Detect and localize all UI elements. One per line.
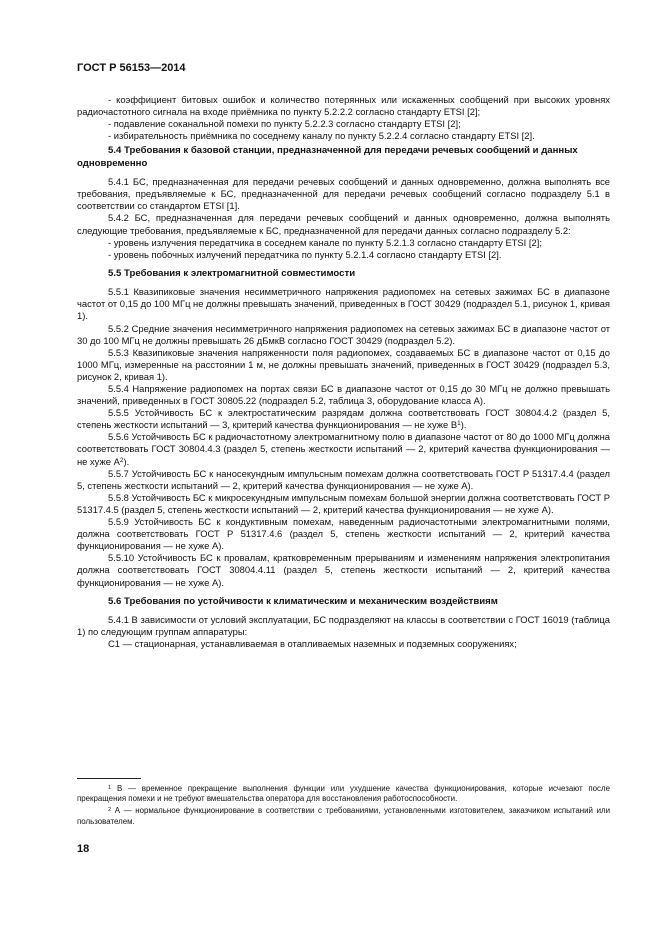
paragraph	[77, 130, 610, 142]
paragraph	[77, 249, 610, 261]
paragraph	[77, 94, 610, 118]
paragraph-text: 5.5.9 Устойчивость БС к кондуктивным помехам, наведенным радиочастотными электромагнитными полями, должна соответствовать ГОСТ Р 51317.4.6 (раздел 5, степень жесткости испытаний — 2, критерий качества функционирования — не хуже А).	[77, 516, 610, 552]
paragraph-text: С1 — стационарная, устанавливаемая в отапливаемых наземных и подземных сооружениях;	[108, 638, 517, 650]
document-body	[77, 94, 610, 650]
paragraph-text: 5.4.1 В зависимости от условий эксплуатации, БС подразделяют на классы в соответствии с ГОСТ 16019 (таблица 1) по следующим группам аппаратуры:	[77, 614, 610, 638]
section-heading	[77, 268, 610, 280]
footnote	[77, 806, 610, 826]
paragraph	[77, 118, 610, 130]
paragraph-text: - уровень излучения передатчика в соседнем канале по пункту 5.2.1.3 согласно стандарту ETSI [2];	[108, 236, 542, 248]
paragraph-text: 5.5.1 Квазипиковые значения несимметричного напряжения радиопомех на сетевых зажимах БС в диапазоне частот от 0,15 до 100 МГц не должны превышать значений, приведенных в ГОСТ 30429 (подраздел 5.1, рисунок 1, кривая 1).	[77, 286, 610, 322]
footnote-text: А — нормальное функционирование в соответствии с требованиями, установленными изготовителем, заказчиком испытаний или пользователем.	[77, 806, 610, 826]
paragraph	[77, 638, 610, 650]
footnote-separator	[77, 778, 141, 779]
paragraph-text: 5.5.3 Квазипиковые значения напряженности поля радиопомех, создаваемых БС в диапазоне частот от 0,15 до 1000 МГц, измеренные на расстоянии 1 м, не должны превышать значений, приведенных в ГОСТ 30429 (подраздел 5.3, рисунок 2, кривая 1).	[77, 346, 610, 382]
paragraph-text: 5.5.7 Устойчивость БС к наносекундным импульсным помехам должна соответствовать ГОСТ Р 51317.4.4 (раздел 5, степень жесткости испытаний — 2, критерий качества функционирования — не хуже А).	[77, 467, 610, 491]
paragraph	[77, 492, 610, 516]
paragraph-text: 5.4.1 БС, предназначенная для передачи речевых сообщений и данных одновременно, должна выполнять все требования, предъявляемые к БС, предназначенной для передачи речевых сообщений согласно подразделу 5.1 в соответствии со стандартом ETSI [1].	[77, 176, 610, 212]
document-header: ГОСТ Р 56153—2014	[77, 62, 186, 74]
paragraph-text: - подавление соканальной помехи по пункту 5.2.2.3 согласно стандарту ETSI [2];	[108, 118, 461, 130]
paragraph-text: 5.4.2 БС, предназначенная для передачи речевых сообщений и данных одновременно, должна выполнять следующие требования, предъявляемые к БС, предназначенной для передачи данных согласно подразделу 5.2:	[77, 212, 610, 236]
footnote-reference: 1	[457, 420, 461, 428]
paragraph	[77, 323, 610, 347]
paragraph-text: 5.5.5 Устойчивость БС к электростатическим разрядам должна соответствовать ГОСТ 30804.4.2 (раздел 5, степень жесткости испытаний — 3, критерий качества функционирования — не хуже В	[77, 407, 610, 431]
paragraph-text: 5.5.10 Устойчивость БС к провалам, кратковременным прерываниям и изменениям напряжения электропитания должна соответствовать ГОСТ 30804.4.11 (раздел 5, степень жесткости испытаний — 2, критерий качества функционирования — не хуже А).	[77, 552, 610, 588]
paragraph	[77, 407, 610, 431]
page-number: 18	[77, 843, 90, 855]
paragraph-text: 5.6 Требования по устойчивости к климатическим и механическим воздействиям	[108, 595, 498, 607]
paragraph	[77, 176, 610, 212]
section-heading	[77, 145, 610, 170]
footnote-mark: 2	[108, 807, 112, 814]
paragraph	[77, 468, 610, 492]
paragraph	[77, 383, 610, 407]
paragraph-text: 5.4 Требования к базовой станции, предназначенной для передачи речевых сообщений и данных одновременно	[77, 145, 578, 169]
paragraph-text: - уровень побочных излучений передатчика по пункту 5.2.1.4 согласно стандарту ETSI [2].	[108, 248, 502, 260]
footnotes	[77, 784, 610, 829]
paragraph	[77, 347, 610, 383]
paragraph	[77, 286, 610, 322]
paragraph	[77, 516, 610, 552]
paragraph-text: 5.5.6 Устойчивость БС к радиочастотному электромагнитному полю в диапазоне частот от 80 до 1000 МГц должна соответствовать ГОСТ 30804.4.3 (раздел 5, степень жесткости испытаний — 2, критерий качества функционирования — не хуже А	[77, 431, 610, 467]
paragraph-text: - коэффициент битовых ошибок и количество потерянных или искаженных сообщений при высоких уровнях радиочастотного сигнала на входе приёмника по пункту 5.2.2.2 согласно стандарту ETSI [2];	[77, 94, 610, 118]
paragraph-tail: ).	[460, 419, 467, 431]
paragraph	[77, 237, 610, 249]
paragraph	[77, 212, 610, 236]
paragraph-tail: ).	[123, 455, 130, 467]
footnote-text: В — временное прекращение выполнения функции или ухудшение качества функционирования, которые исчезают после прекращения помехи и не требуют вмешательства оператора для восстановления работоспособности.	[77, 784, 610, 804]
paragraph-text: 5.5 Требования к электромагнитной совместимости	[108, 267, 356, 279]
footnote-mark: 1	[108, 785, 112, 791]
paragraph-text: 5.5.8 Устойчивость БС к микросекундным импульсным помехам большой энергии должна соответствовать ГОСТ Р 51317.4.5 (раздел 5, степень жесткости испытаний — 2, критерий качества функционирования — не хуже А).	[77, 491, 610, 515]
footnote-reference: 2	[119, 456, 124, 464]
paragraph-text: 5.5.4 Напряжение радиопомех на портах связи БС в диапазоне частот от 0,15 до 30 МГц не должно превышать значений, приведенных в ГОСТ 30805.22 (подраздел 5.2, таблица 3, оборудование класса А).	[77, 383, 610, 407]
section-heading	[77, 596, 610, 608]
paragraph	[77, 614, 610, 638]
paragraph	[77, 431, 610, 467]
paragraph	[77, 552, 610, 588]
paragraph-text: 5.5.2 Средние значения несимметричного напряжения радиопомех на сетевых зажимах БС в диапазоне частот от 30 до 100 МГц не должны превышать 26 дБмкВ согласно ГОСТ 30429 (подраздел 5.2).	[77, 322, 610, 346]
paragraph-text: - избирательность приёмника по соседнему каналу по пункту 5.2.2.4 согласно стандарту ETSI [2].	[108, 130, 535, 142]
footnote	[77, 784, 610, 804]
